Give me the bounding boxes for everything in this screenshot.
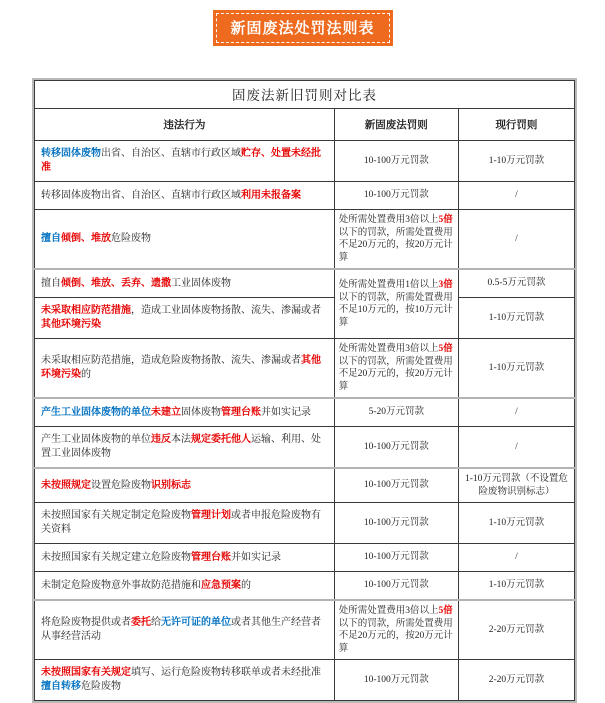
table-row xyxy=(35,600,575,660)
behavior-cell: 产生工业固体废物的单位违反本法规定委托他人运输、利用、处置工业固体废物 xyxy=(35,427,335,469)
table-row xyxy=(35,544,575,572)
banner-title: 新固废法处罚法则表 xyxy=(215,13,389,43)
col-header-current-penalty: 现行罚则 xyxy=(458,109,574,141)
behavior-cell: 未按照国家有关规定填写、运行危险废物转移联单或者未经批准擅自转移危险废物 xyxy=(35,660,335,701)
current-penalty-cell: / xyxy=(458,544,574,572)
current-penalty-cell: 1-10万元罚款（不设置危险废物识别标志） xyxy=(458,468,574,503)
table-row xyxy=(35,468,575,503)
table-row xyxy=(35,660,575,701)
current-penalty-cell: 0.5-5万元罚款 xyxy=(458,269,574,298)
current-penalty-cell: 1-10万元罚款 xyxy=(458,298,574,339)
new-penalty-cell: 处所需处置费用3倍以上5倍以下的罚款，所需处置费用不足20万元的，按20万元计算 xyxy=(334,600,458,660)
table-row xyxy=(35,503,575,544)
new-penalty-cell: 10-100万元罚款 xyxy=(334,544,458,572)
behavior-cell: 将危险废物提供或者委托给无许可证的单位或者其他生产经营者从事经营活动 xyxy=(35,600,335,660)
col-header-new-penalty: 新固废法罚则 xyxy=(334,109,458,141)
behavior-cell: 未制定危险废物意外事故防范措施和应急预案的 xyxy=(35,572,335,601)
current-penalty-cell: / xyxy=(458,210,574,270)
table-row xyxy=(35,269,575,298)
table-row xyxy=(35,298,575,339)
behavior-cell: 产生工业固体废物的单位未建立固体废物管理台账并如实记录 xyxy=(35,398,335,427)
current-penalty-cell: / xyxy=(458,182,574,210)
page-banner xyxy=(212,10,392,46)
current-penalty-cell: 2-20万元罚款 xyxy=(458,600,574,660)
table-row xyxy=(35,182,575,210)
new-penalty-cell: 10-100万元罚款 xyxy=(334,182,458,210)
table-title: 固废法新旧罚则对比表 xyxy=(35,81,575,109)
new-penalty-cell: 处所需处置费用3倍以上5倍以下的罚款，所需处置费用不足20万元的，按20万元计算 xyxy=(334,339,458,399)
new-penalty-cell: 10-100万元罚款 xyxy=(334,141,458,182)
current-penalty-cell: 1-10万元罚款 xyxy=(458,339,574,399)
table-header-row xyxy=(35,109,575,141)
behavior-cell: 转移固体废物出省、自治区、直辖市行政区域贮存、处置未经批准 xyxy=(35,141,335,182)
col-header-behavior: 违法行为 xyxy=(35,109,335,141)
current-penalty-cell: 1-10万元罚款 xyxy=(458,503,574,544)
table-row xyxy=(35,427,575,469)
current-penalty-cell: / xyxy=(458,427,574,469)
new-penalty-cell: 10-100万元罚款 xyxy=(334,468,458,503)
table-row xyxy=(35,210,575,270)
table-row xyxy=(35,398,575,427)
current-penalty-cell: 1-10万元罚款 xyxy=(458,141,574,182)
new-penalty-cell: 5-20万元罚款 xyxy=(334,398,458,427)
new-penalty-cell: 处所需处置费用1倍以上3倍以下的罚款，所需处置费用不足10万元的，按10万元计算 xyxy=(334,269,458,339)
table-row xyxy=(35,339,575,399)
behavior-cell: 转移固体废物出省、自治区、直辖市行政区域利用未报备案 xyxy=(35,182,335,210)
table-title-row xyxy=(35,81,575,109)
current-penalty-cell: 1-10万元罚款 xyxy=(458,572,574,601)
penalty-comparison-table xyxy=(32,78,577,703)
behavior-cell: 未按照国家有关规定建立危险废物管理台账并如实记录 xyxy=(35,544,335,572)
current-penalty-cell: / xyxy=(458,398,574,427)
behavior-cell: 未采取相应防范措施，造成危险废物扬散、流失、渗漏或者其他环境污染的 xyxy=(35,339,335,399)
new-penalty-cell: 10-100万元罚款 xyxy=(334,503,458,544)
behavior-cell: 未按照国家有关规定制定危险废物管理计划或者申报危险废物有关资料 xyxy=(35,503,335,544)
table-row xyxy=(35,141,575,182)
new-penalty-cell: 10-100万元罚款 xyxy=(334,660,458,701)
current-penalty-cell: 2-20万元罚款 xyxy=(458,660,574,701)
new-penalty-cell: 10-100万元罚款 xyxy=(334,572,458,601)
behavior-cell: 擅自倾倒、堆放、丢弃、遗撒工业固体废物 xyxy=(35,269,335,298)
behavior-cell: 未采取相应防范措施，造成工业固体废物扬散、流失、渗漏或者其他环境污染 xyxy=(35,298,335,339)
behavior-cell: 擅自倾倒、堆放危险废物 xyxy=(35,210,335,270)
new-penalty-cell: 处所需处置费用3倍以上5倍以下的罚款，所需处置费用不足20万元的，按20万元计算 xyxy=(334,210,458,270)
table-row xyxy=(35,572,575,601)
behavior-cell: 未按照规定设置危险废物识别标志 xyxy=(35,468,335,503)
new-penalty-cell: 10-100万元罚款 xyxy=(334,427,458,469)
comparison-table xyxy=(34,80,575,701)
